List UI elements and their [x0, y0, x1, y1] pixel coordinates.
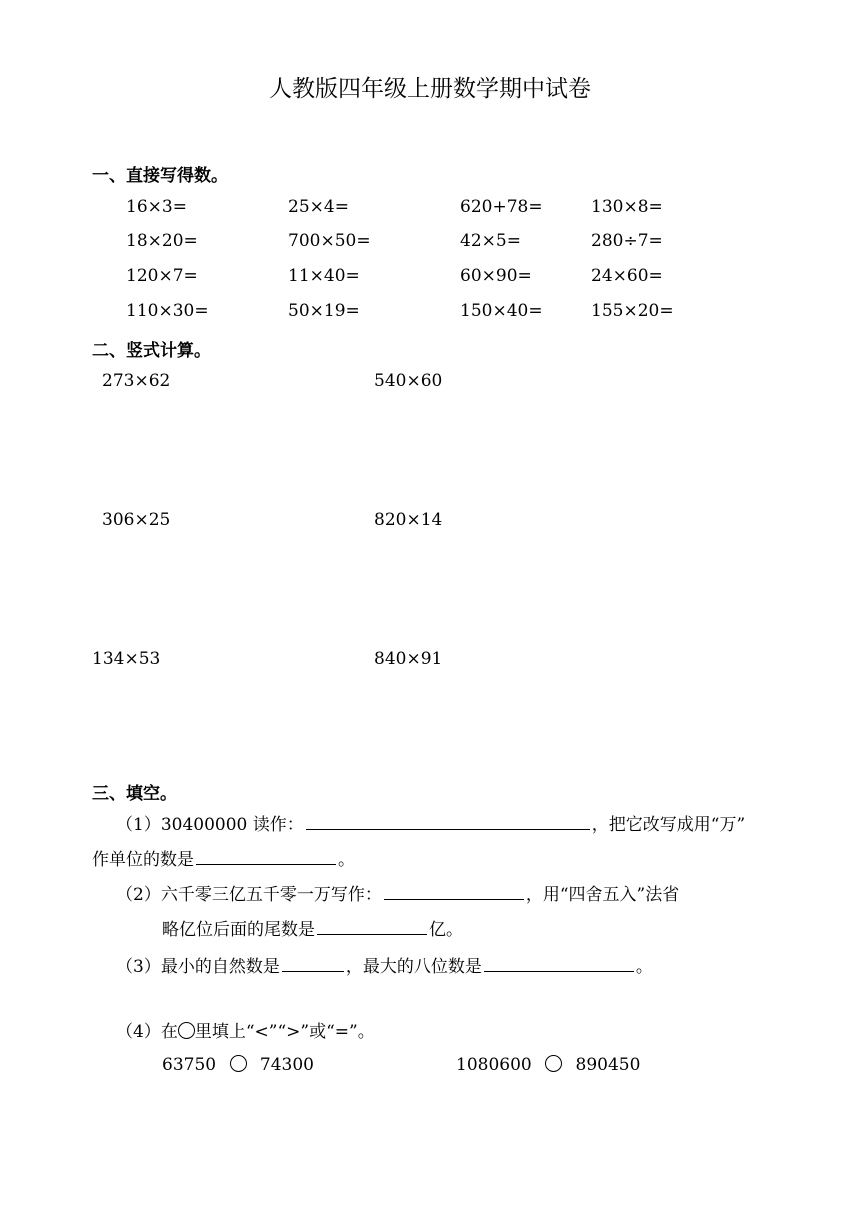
oral-calc-item: 120×7= [126, 266, 198, 286]
vertical-calc-item: 540×60 [374, 371, 443, 391]
fill-question-2 [116, 881, 679, 907]
answer-blank[interactable] [384, 881, 524, 900]
fill-question-1-cont [92, 846, 355, 872]
oral-calc-item: 18×20= [126, 231, 198, 251]
oral-calc-item: 42×5= [460, 231, 521, 251]
question-number: （3） [116, 957, 161, 977]
oral-calc-item: 130×8= [591, 197, 663, 217]
compare-circle[interactable] [545, 1055, 562, 1072]
oral-calc-item: 16×3= [126, 197, 187, 217]
fill-question-2-cont [162, 916, 463, 942]
fill-question-4 [116, 1020, 375, 1044]
oral-calc-item: 700×50= [288, 231, 371, 251]
oral-calc-item: 24×60= [591, 266, 663, 286]
question-text: 亿。 [429, 920, 463, 940]
fill-question-1 [116, 811, 745, 837]
oral-calc-item: 150×40= [460, 301, 543, 321]
oral-calc-item: 280÷7= [591, 231, 663, 251]
question-text: 略亿位后面的尾数是 [162, 920, 315, 940]
vertical-calc-item: 134×53 [92, 649, 161, 669]
question-text: ，把它改写成用“万” [591, 815, 746, 835]
question-text: 六千零三亿五千零一万写作： [160, 885, 382, 905]
vertical-calc-item: 273×62 [102, 371, 171, 391]
page-title: 人教版四年级上册数学期中试卷 [269, 76, 591, 102]
oral-calc-item: 155×20= [591, 301, 674, 321]
question-number: （1） [116, 815, 161, 835]
compare-item-2 [456, 1055, 640, 1075]
section-3-heading: 三、填空。 [92, 784, 177, 804]
question-number: （4） [116, 1022, 161, 1042]
compare-item-1 [162, 1055, 314, 1075]
oral-calc-item: 25×4= [288, 197, 349, 217]
answer-blank[interactable] [484, 953, 634, 972]
compare-left: 63750 [162, 1055, 217, 1075]
oral-calc-item: 110×30= [126, 301, 209, 321]
question-text: ，用“四舍五入”法省 [525, 885, 680, 905]
compare-circle[interactable] [230, 1055, 247, 1072]
section-1-heading: 一、直接写得数。 [92, 166, 228, 186]
answer-blank[interactable] [317, 916, 427, 935]
oral-calc-item: 620+78= [460, 197, 543, 217]
oral-calc-item: 50×19= [288, 301, 360, 321]
fill-question-3 [116, 953, 653, 979]
vertical-calc-item: 840×91 [374, 649, 443, 669]
oral-calc-item: 60×90= [460, 266, 532, 286]
question-text: 30400000 读作： [160, 815, 304, 835]
answer-blank[interactable] [306, 811, 590, 830]
question-text: 。 [635, 957, 653, 977]
answer-blank[interactable] [282, 953, 344, 972]
question-text: 在 [160, 1022, 178, 1042]
compare-left: 1080600 [456, 1055, 532, 1075]
section-2-heading: 二、竖式计算。 [92, 341, 211, 361]
question-text: 里填上“<”“>”或“=”。 [194, 1022, 375, 1042]
question-text: 作单位的数是 [92, 850, 194, 870]
oral-calc-item: 11×40= [288, 266, 360, 286]
compare-right: 74300 [259, 1055, 314, 1075]
question-text: 。 [338, 850, 355, 870]
circle-icon [178, 1022, 195, 1039]
vertical-calc-item: 306×25 [102, 510, 171, 530]
answer-blank[interactable] [196, 846, 336, 865]
question-number: （2） [116, 885, 161, 905]
compare-right: 890450 [575, 1055, 641, 1075]
vertical-calc-item: 820×14 [374, 510, 443, 530]
question-text: ，最大的八位数是 [345, 957, 482, 977]
question-text: 最小的自然数是 [160, 957, 280, 977]
